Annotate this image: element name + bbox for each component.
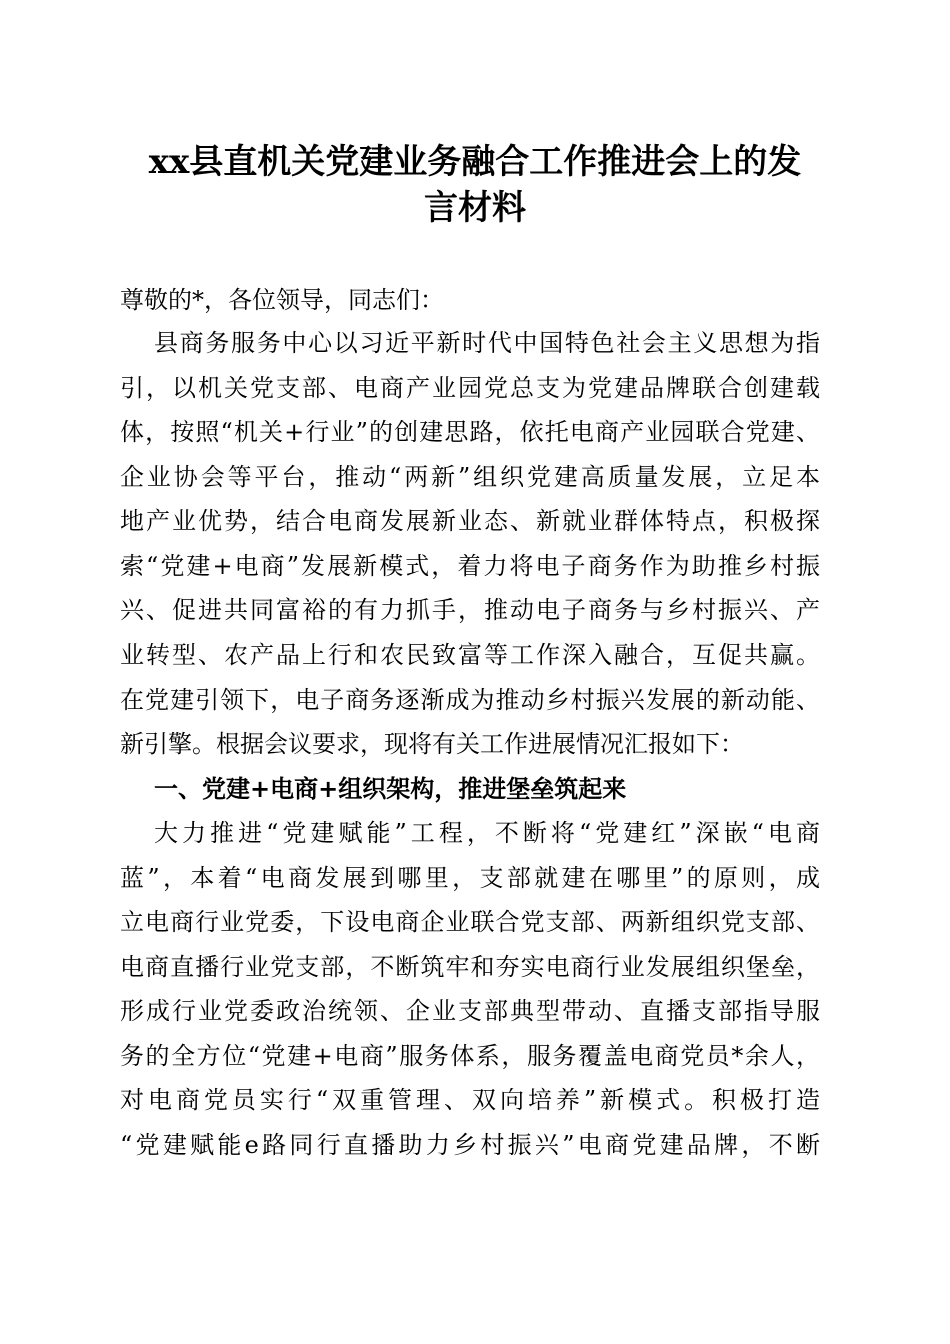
- paragraph-line: 新引擎。根据会议要求，现将有关工作进展情况汇报如下：: [120, 730, 744, 758]
- paragraph-line: 引，以机关党支部、电商产业园党总支为党建品牌联合创建载: [120, 374, 820, 402]
- paragraph-line: 县商务服务中心以习近平新时代中国特色社会主义思想为指: [154, 329, 820, 357]
- document-title-line-2: 言材料: [424, 188, 526, 228]
- salutation: 尊敬的*，各位领导，同志们：: [120, 286, 444, 314]
- paragraph-line: 在党建引领下，电子商务逐渐成为推动乡村振兴发展的新动能、: [120, 686, 820, 714]
- paragraph-line: 蓝”，本着“电商发展到哪里，支部就建在哪里”的原则，成: [120, 864, 820, 892]
- paragraph-line: 地产业优势，结合电商发展新业态、新就业群体特点，积极探: [120, 507, 820, 535]
- section-heading: 一、党建+电商+组织架构，推进堡垒筑起来: [154, 775, 627, 803]
- paragraph-line: 兴、促进共同富裕的有力抓手，推动电子商务与乡村振兴、产: [120, 596, 820, 624]
- paragraph-line: 大力推进“党建赋能”工程，不断将“党建红”深嵌“电商: [154, 819, 820, 847]
- paragraph-line: 电商直播行业党支部，不断筑牢和夯实电商行业发展组织堡垒，: [120, 953, 820, 981]
- paragraph-line: 立电商行业党委，下设电商企业联合党支部、两新组织党支部、: [120, 908, 820, 936]
- paragraph-line: 企业协会等平台，推动“两新”组织党建高质量发展，立足本: [120, 463, 820, 491]
- document-title-line-1: xx县直机关党建业务融合工作推进会上的发: [148, 142, 802, 182]
- paragraph-line: 业转型、农产品上行和农民致富等工作深入融合，互促共赢。: [120, 641, 820, 669]
- paragraph-line: 形成行业党委政治统领、企业支部典型带动、直播支部指导服: [120, 997, 820, 1025]
- paragraph-line: 对电商党员实行“双重管理、双向培养”新模式。积极打造: [120, 1086, 820, 1114]
- paragraph-line: 务的全方位“党建+电商”服务体系，服务覆盖电商党员*余人，: [120, 1042, 820, 1070]
- paragraph-line: “党建赋能e路同行直播助力乡村振兴”电商党建品牌，不断: [120, 1131, 820, 1159]
- paragraph-line: 索“党建+电商”发展新模式，着力将电子商务作为助推乡村振: [120, 552, 820, 580]
- paragraph-line: 体，按照“机关+行业”的创建思路，依托电商产业园联合党建、: [120, 418, 820, 446]
